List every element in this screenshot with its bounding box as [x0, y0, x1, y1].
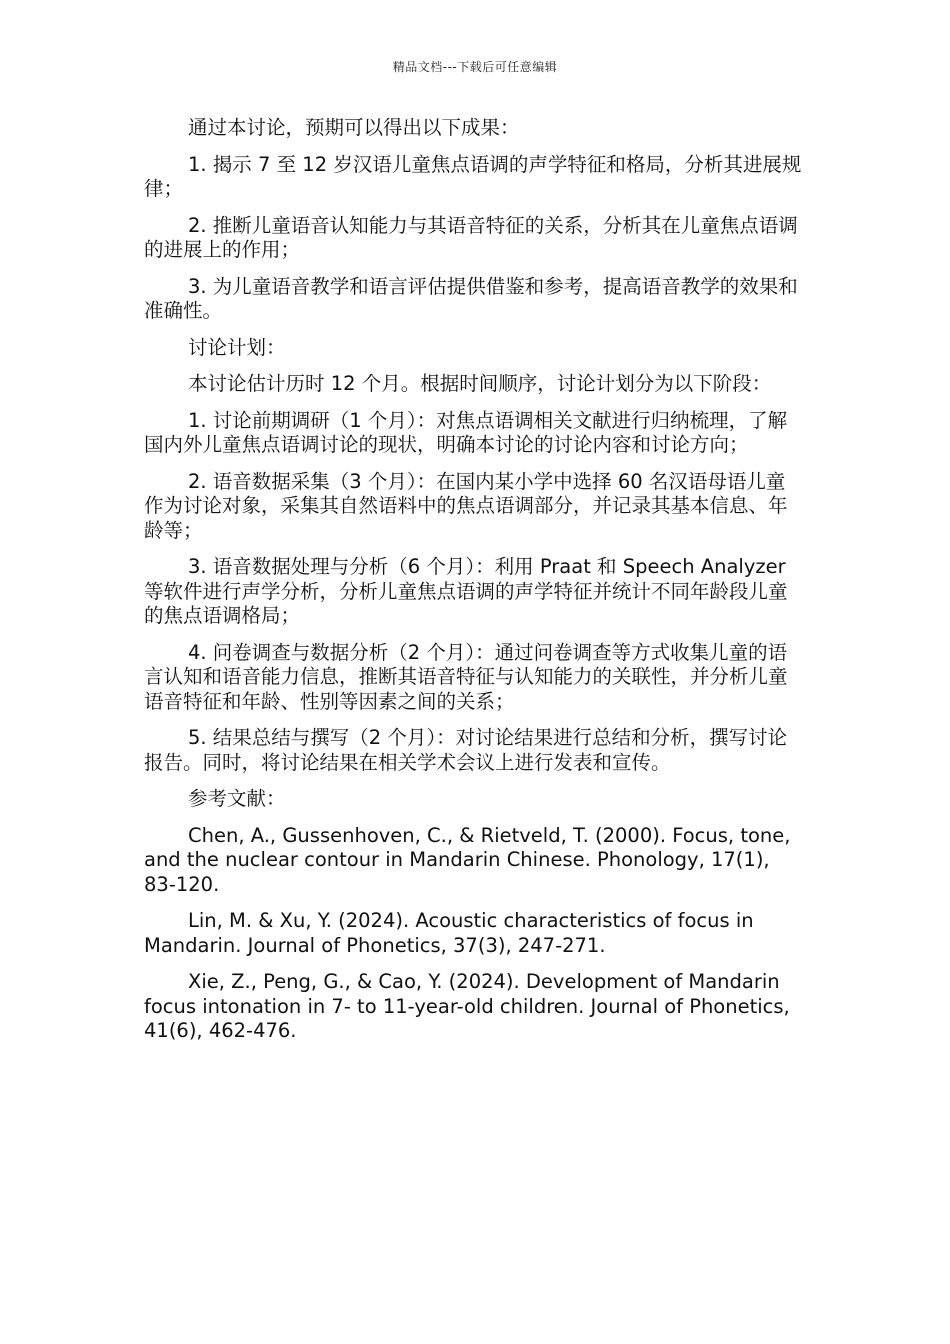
outcome-item-2: 2. 推断儿童语音认知能力与其语音特征的关系，分析其在儿童焦点语调的进展上的作用；	[144, 213, 798, 261]
reference-2: Lin, M. & Xu, Y. (2024). Acoustic characteristics of focus in Mandarin. Journal of Phonetics, 37(3), 247-271.	[144, 909, 754, 957]
reference-3: Xie, Z., Peng, G., & Cao, Y. (2024). Development of Mandarin focus intonation in 7- to 11-year-old children. Journal of Phonetics, 41(6), 462-476.	[144, 970, 790, 1042]
intro-paragraph: 通过本讨论，预期可以得出以下成果：	[188, 116, 520, 139]
plan-stage-2: 2. 语音数据采集（3 个月）：在国内某小学中选择 60 名汉语母语儿童作为讨论对象，采集其自然语料中的焦点语调部分，并记录其基本信息、年龄等；	[144, 469, 788, 542]
plan-stage-3: 3. 语音数据处理与分析（6 个月）：利用 Praat 和 Speech Analyzer 等软件进行声学分析，分析儿童焦点语调的声学特征并统计不同年龄段儿童的焦点语调格局；	[144, 555, 788, 627]
plan-stage-4: 4. 问卷调查与数据分析（2 个月）：通过问卷调查等方式收集儿童的语言认知和语音能力信息，推断其语音特征与认知能力的关联性，并分析儿童语音特征和年龄、性别等因素之间的关系；	[144, 640, 788, 713]
outcome-item-1: 1. 揭示 7 至 12 岁汉语儿童焦点语调的声学特征和格局，分析其进展规律；	[144, 152, 802, 200]
document-body	[144, 116, 804, 1056]
reference-1: Chen, A., Gussenhoven, C., & Rietveld, T. (2000). Focus, tone, and the nuclear contour in Mandarin Chinese. Phonology, 17(1), 83-120.	[144, 823, 791, 896]
plan-stage-1: 1. 讨论前期调研（1 个月）：对焦点语调相关文献进行归纳梳理，了解国内外儿童焦点语调讨论的现状，明确本讨论的讨论内容和讨论方向；	[144, 408, 788, 456]
plan-heading: 讨论计划：	[188, 335, 286, 359]
references-heading: 参考文献：	[188, 787, 286, 810]
page-header: 精品文档---下载后可任意编辑	[392, 60, 558, 74]
plan-intro: 本讨论估计历时 12 个月。根据时间顺序，讨论计划分为以下阶段：	[188, 372, 772, 395]
outcome-item-3: 3. 为儿童语音教学和语言评估提供借鉴和参考，提高语音教学的效果和准确性。	[144, 274, 798, 322]
plan-stage-5: 5. 结果总结与撰写（2 个月）：对讨论结果进行总结和分析，撰写讨论报告。同时，将讨论结果在相关学术会议上进行发表和宣传。	[144, 726, 788, 774]
